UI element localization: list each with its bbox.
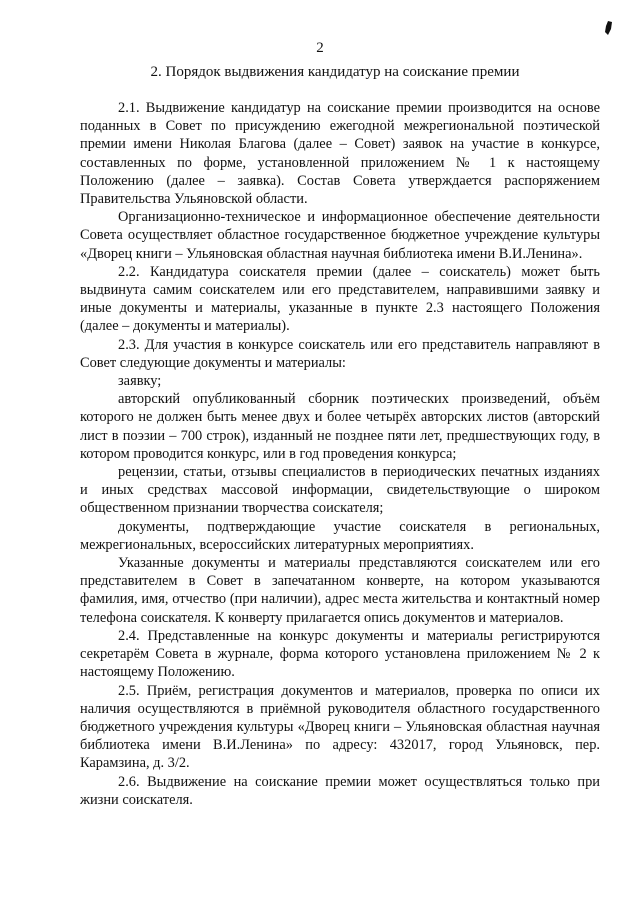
paragraph-2-6: 2.6. Выдвижение на соискание премии может осуществляться только при жизни соискателя. (80, 773, 600, 808)
paragraph-organization: Организационно-техническое и информационное обеспечение деятельности Совета осуществляет областное государственное бюджетное учреждение культуры «Дворец книги – Ульяновская областная научная библиотека имени В.И.Ленина». (80, 209, 600, 262)
paragraph-2-2: 2.2. Кандидатура соискателя премии (далее – соискатель) может быть выдвинута самим соискателем или его представителем, направившими заявку и иные документы и материалы, указанные в пункте 2.3 настоящего Положения (далее – документы и материалы). (80, 263, 600, 335)
paragraph-2-3: 2.3. Для участия в конкурсе соискатель или его представитель направляют в Совет следующие документы и материалы: (80, 336, 600, 371)
paragraph-envelope: Указанные документы и материалы представляются соискателем или его представителем в Совет в запечатанном конверте, на котором указываются фамилия, имя, отчество (при наличии), адрес места жительства и контактный номер телефона соискателя. К конверту прилагается опись документов и материалов. (80, 555, 600, 626)
paragraph-2-1: 2.1. Выдвижение кандидатур на соискание премии производится на основе поданных в Совет по присуждению ежегодной межрегиональной поэтической премии имени Николая Благова (далее – Совет) заявок на участие в конкурсе, составленных по форме, установленной приложением № 1 к настоящему Положению (далее – заявка). Состав Совета утверждается распоряжением Правительства Ульяновской области. (80, 100, 600, 208)
list-item-participation-docs: документы, подтверждающие участие соискателя в региональных, межрегиональных, всероссийских литературных мероприятиях. (80, 518, 600, 553)
page-corner-mark (602, 20, 614, 36)
paragraph-2-5: 2.5. Приём, регистрация документов и материалов, проверка по описи их наличия осуществляются в приёмной руководителя областного государственного бюджетного учреждения культуры «Дворец книги – Ульяновская областная научная библиотека имени В.И.Ленина» по адресу: 432017, город Ульяновск, пер. Карамзина, д. 3/2. (80, 682, 600, 772)
list-item-reviews: рецензии, статьи, отзывы специалистов в периодических печатных изданиях и иных средствах массовой информации, свидетельствующие о широком общественном признании творчества соискателя; (80, 464, 600, 517)
list-item-application: заявку; (118, 373, 162, 390)
page-number: 2 (316, 40, 324, 56)
section-heading: 2. Порядок выдвижения кандидатур на соискание премии (150, 64, 520, 80)
document-body (80, 99, 600, 809)
list-item-collection: авторский опубликованный сборник поэтических произведений, объём которого не должен быть менее двух и более четырёх авторских листов (авторский лист в поэзии – 700 строк), изданный не позднее пяти лет, предшествующих году, в котором проводится конкурс, или в год проведения конкурса; (80, 391, 600, 462)
paragraph-2-4: 2.4. Представленные на конкурс документы и материалы регистрируются секретарём Совета в журнале, форма которого установлена приложением № 2 к настоящему Положению. (80, 627, 600, 681)
